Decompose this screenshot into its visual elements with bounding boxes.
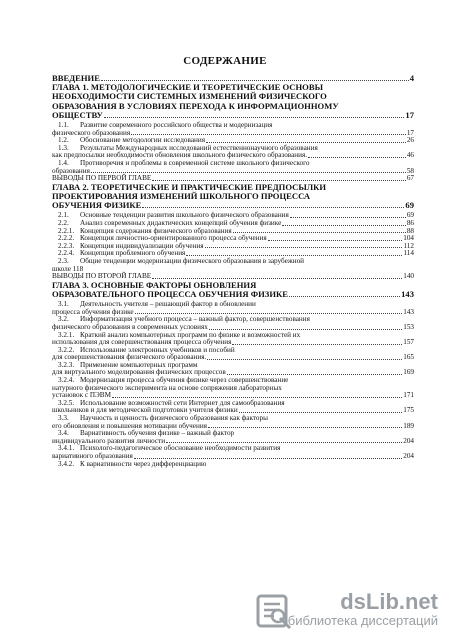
toc-page-number: 26	[406, 136, 414, 145]
toc-entry-label: процесса обучения физике	[52, 307, 134, 316]
toc-heading	[52, 111, 414, 120]
toc-page-number: 165	[403, 353, 414, 362]
toc-entry-text	[52, 111, 103, 120]
toc-entry-label: ОБРАЗОВАНИЯ В УСЛОВИЯХ ПЕРЕХОДА К ИНФОРМАЦИОННОМУ	[52, 100, 339, 111]
toc-leader-dots	[289, 296, 400, 297]
toc-entry-label: НЕОБХОДИМОСТИ СИСТЕМНЫХ ИЗМЕНЕНИЙ ФИЗИЧЕСКОГО	[52, 91, 327, 102]
toc-entry-label: Вариативность обучения физике – важный фактор	[80, 429, 235, 438]
toc-entry-number: 3.2.4.	[58, 376, 75, 385]
toc-leader-dots	[232, 344, 402, 345]
watermark-name: dsLib.net	[340, 589, 438, 614]
toc-entry-label: физического образования	[52, 128, 131, 137]
toc-page-number: 46	[406, 151, 414, 160]
toc-entry-label: Модернизация процесса обучения физике через совершенствование	[80, 376, 289, 385]
toc-entry-number: 3.2.5.	[58, 398, 75, 407]
toc-page-number: 143	[403, 307, 414, 316]
toc-entry-number: 1.1.	[58, 121, 69, 130]
toc-leader-dots	[207, 359, 402, 360]
toc-page-number: 17	[405, 109, 414, 120]
toc-entry-label: Использование электронных учебников и пособий	[80, 345, 235, 354]
toc-entry-label: школе 118	[52, 264, 84, 273]
toc-entry-number: 1.4.	[58, 158, 69, 167]
watermark-subtitle: библиотека диссертаций	[287, 613, 438, 628]
toc-leader-dots	[308, 157, 406, 158]
toc-page-number: 58	[406, 166, 414, 175]
toc-page-number: 175	[403, 406, 414, 415]
toc-entry-number: 2.2.4.	[58, 249, 75, 258]
toc-page-number: 140	[403, 272, 414, 281]
toc-leader-dots	[282, 225, 406, 226]
toc-entry-label: ОБРАЗОВАТЕЛЬНОГО ПРОЦЕССА ОБУЧЕНИЯ ФИЗИКЕ	[52, 288, 288, 299]
toc-leader-dots	[268, 240, 403, 241]
toc-entry-label: Развитие современного российского общества и модернизация	[80, 121, 273, 130]
toc-entry-label: ГЛАВА 3. ОСНОВНЫЕ ФАКТОРЫ ОБНОВЛЕНИЯ	[52, 279, 257, 290]
toc-leader-dots	[166, 442, 402, 443]
toc-page-number: 67	[406, 174, 414, 183]
toc-entry-label: для совершенствования физического образования.	[52, 353, 207, 362]
toc-entry-number: 2.1.	[58, 211, 69, 220]
toc-entry-number: 3.2.2.	[58, 345, 75, 354]
toc-entry-label: индивидуального развития личности	[52, 436, 166, 445]
watermark	[254, 585, 444, 631]
toc-entry-label: Результаты Международных исследований естественнонаучного образования	[80, 143, 318, 152]
toc-leader-dots	[233, 232, 406, 233]
toc-entry-label: Деятельность учителя – решающий фактор в обновлении	[80, 300, 256, 309]
toc-leader-dots	[152, 278, 402, 279]
toc-leader-dots	[209, 329, 402, 330]
toc-leader-dots	[104, 117, 405, 118]
toc-entry-label: Краткий анализ компьютерных программ по физике и возможностей их	[80, 330, 301, 339]
toc-page-number: 4	[409, 73, 414, 83]
toc-entry-number: 3.4.1.	[58, 444, 75, 453]
toc-leader-dots	[206, 142, 406, 143]
toc-entry-number: 3.2.1.	[58, 330, 75, 339]
toc-entry-number: 2.2.2.	[58, 234, 75, 243]
toc-entry-number: 3.2.3.	[58, 360, 75, 369]
toc-entry-label: ОБУЧЕНИЯ ФИЗИКЕ	[52, 200, 142, 211]
toc-leader-dots	[101, 80, 409, 81]
toc-entry-number: 1.2.	[58, 136, 69, 145]
toc-entry-label: для виртуального моделирования физических процессов	[52, 368, 226, 377]
toc-entry-label: Основные тенденции развития школьного физического образования	[80, 211, 289, 220]
toc-entry-number: 2.3.	[58, 256, 69, 265]
toc-entry-label: Научность и ценность физического образования как факторы	[80, 414, 268, 423]
toc-page-number: 169	[403, 368, 414, 377]
toc-leader-dots	[135, 313, 403, 314]
toc-leader-dots	[239, 412, 402, 413]
toc-leader-dots	[152, 180, 406, 181]
toc-entry-label: ОБЩЕСТВУ	[52, 109, 103, 120]
toc-entry-label: Применение компьютерных программ	[80, 360, 198, 369]
toc-page-number: 88	[406, 226, 414, 235]
toc-entry	[52, 160, 414, 168]
toc-entry-label: как предпосылки необходимости обновления школьного физического образования.	[52, 151, 308, 160]
toc-entry-label: использования для совершенствования процесса обучения	[52, 338, 232, 347]
toc-entry-text	[52, 201, 141, 210]
toc-heading	[52, 290, 414, 299]
toc-page-number: 114	[403, 249, 414, 258]
toc-entry-label: вариативного образования	[52, 452, 133, 460]
toc-entry-label: К вариативности через дифференциацию	[80, 459, 207, 468]
toc-entry-label: ВВЕДЕНИЕ	[52, 73, 100, 83]
toc-entry-label: Противоречия и проблемы в современной системе школьного физического	[80, 158, 310, 167]
toc-entry-label: Психолого-педагогическое обоснование необходимости развития	[80, 444, 281, 453]
toc-entry-label: Анализ современных дидактических концепций обучения физике	[80, 218, 282, 227]
toc-entry-number: 3.2.	[58, 315, 69, 324]
toc-entry-label: ВЫВОДЫ ПО ПЕРВОЙ ГЛАВЕ	[52, 174, 152, 183]
toc-entry-label: ГЛАВА 1. МЕТОДОЛОГИЧЕСКИЕ И ТЕОРЕТИЧЕСКИЕ ОСНОВЫ	[52, 82, 324, 93]
toc-entry-label: ВЫВОДЫ ПО ВТОРОЙ ГЛАВЕ	[52, 272, 152, 281]
toc-page-number: 86	[406, 218, 414, 227]
toc-leader-dots	[208, 427, 402, 428]
toc-leader-dots	[205, 247, 403, 248]
toc-entry-text	[58, 256, 305, 266]
toc-entry-number: 3.4.	[58, 429, 69, 438]
toc-entry-label: физического образования в современных условиях	[52, 322, 208, 331]
toc-entry	[52, 461, 414, 469]
toc-entry-label: Концепция проблемного обучения	[80, 249, 186, 258]
toc-heading	[52, 201, 414, 210]
toc-leader-dots	[142, 207, 404, 208]
toc-leader-dots	[134, 458, 402, 459]
page-title: СОДЕРЖАНИЕ	[183, 55, 267, 67]
toc-entry-label: Концепция индивидуализации обучения	[80, 241, 204, 250]
toc-page-number: 69	[406, 211, 414, 220]
toc-entry-number: 3.3.	[58, 414, 69, 423]
toc-page-number: 104	[403, 234, 414, 243]
toc-page-number: 189	[403, 421, 414, 430]
toc-entry-number: 2.2.1.	[58, 226, 75, 235]
toc-heading	[52, 102, 414, 111]
toc-entry-text	[58, 158, 310, 168]
toc-page-number: 69	[405, 200, 414, 211]
toc-entry-number: 1.3.	[58, 143, 69, 152]
toc-leader-dots	[227, 374, 402, 375]
toc-entry-text	[58, 459, 207, 469]
toc-page-number: 112	[403, 241, 414, 250]
toc-entry-number: 2.2.	[58, 218, 69, 227]
toc-entry-label: школьников и для методической подготовки учителя физики	[52, 406, 238, 415]
toc-entry-text	[52, 290, 288, 299]
toc-leader-dots	[290, 217, 406, 218]
toc-entry	[52, 258, 414, 266]
toc-entry-label: Обоснование методологии исследования	[80, 136, 206, 145]
toc-entry-label: Использование возможностей сети Интернет для самообразования	[80, 398, 285, 407]
toc-entry-label: установок с ПЭВМ	[52, 391, 111, 400]
toc-page-number: 17	[406, 128, 414, 137]
toc-page-number: 157	[403, 338, 414, 347]
toc-entry-label: ГЛАВА 2. ТЕОРЕТИЧЕСКИЕ И ПРАКТИЧЕСКИЕ ПРЕДПОСЫЛКИ	[52, 181, 327, 192]
toc-leader-dots	[131, 134, 406, 135]
toc-page-number: 204	[403, 452, 414, 460]
toc-entry-label: натурного физического эксперимента на основе сопряжения лабораторных	[52, 383, 282, 392]
toc-entry-label: ПРОЕКТИРОВАНИЯ ИЗМЕНЕНИЙ ШКОЛЬНОГО ПРОЦЕССА	[52, 190, 311, 201]
toc-entry-label: Информатизация учебного процесса – важный фактор, совершенствования	[80, 315, 310, 324]
toc-leader-dots	[186, 255, 402, 256]
toc-entry-label: Концепция личностно-ориентированного процесса обучения	[80, 234, 267, 243]
toc-leader-dots	[112, 397, 402, 398]
toc-entry-label: Концепция содержания физического образования	[80, 226, 232, 235]
toc-entry-number: 3.1.	[58, 300, 69, 309]
toc-page-number: 171	[403, 391, 414, 400]
toc-entry-label: Общие тенденции модернизации физического образования в зарубежной	[80, 256, 305, 265]
toc-entry-number: 2.2.3.	[58, 241, 75, 250]
toc-page-number: 143	[401, 288, 414, 299]
toc-entry-label: образования	[52, 166, 90, 175]
toc-entry-number: 3.4.2.	[58, 459, 75, 468]
toc-page-number: 204	[403, 436, 414, 445]
toc-page-number: 153	[403, 322, 414, 331]
table-of-contents	[52, 74, 414, 468]
toc-entry-label: его обновления и повышения мотивации обучения	[52, 421, 207, 430]
